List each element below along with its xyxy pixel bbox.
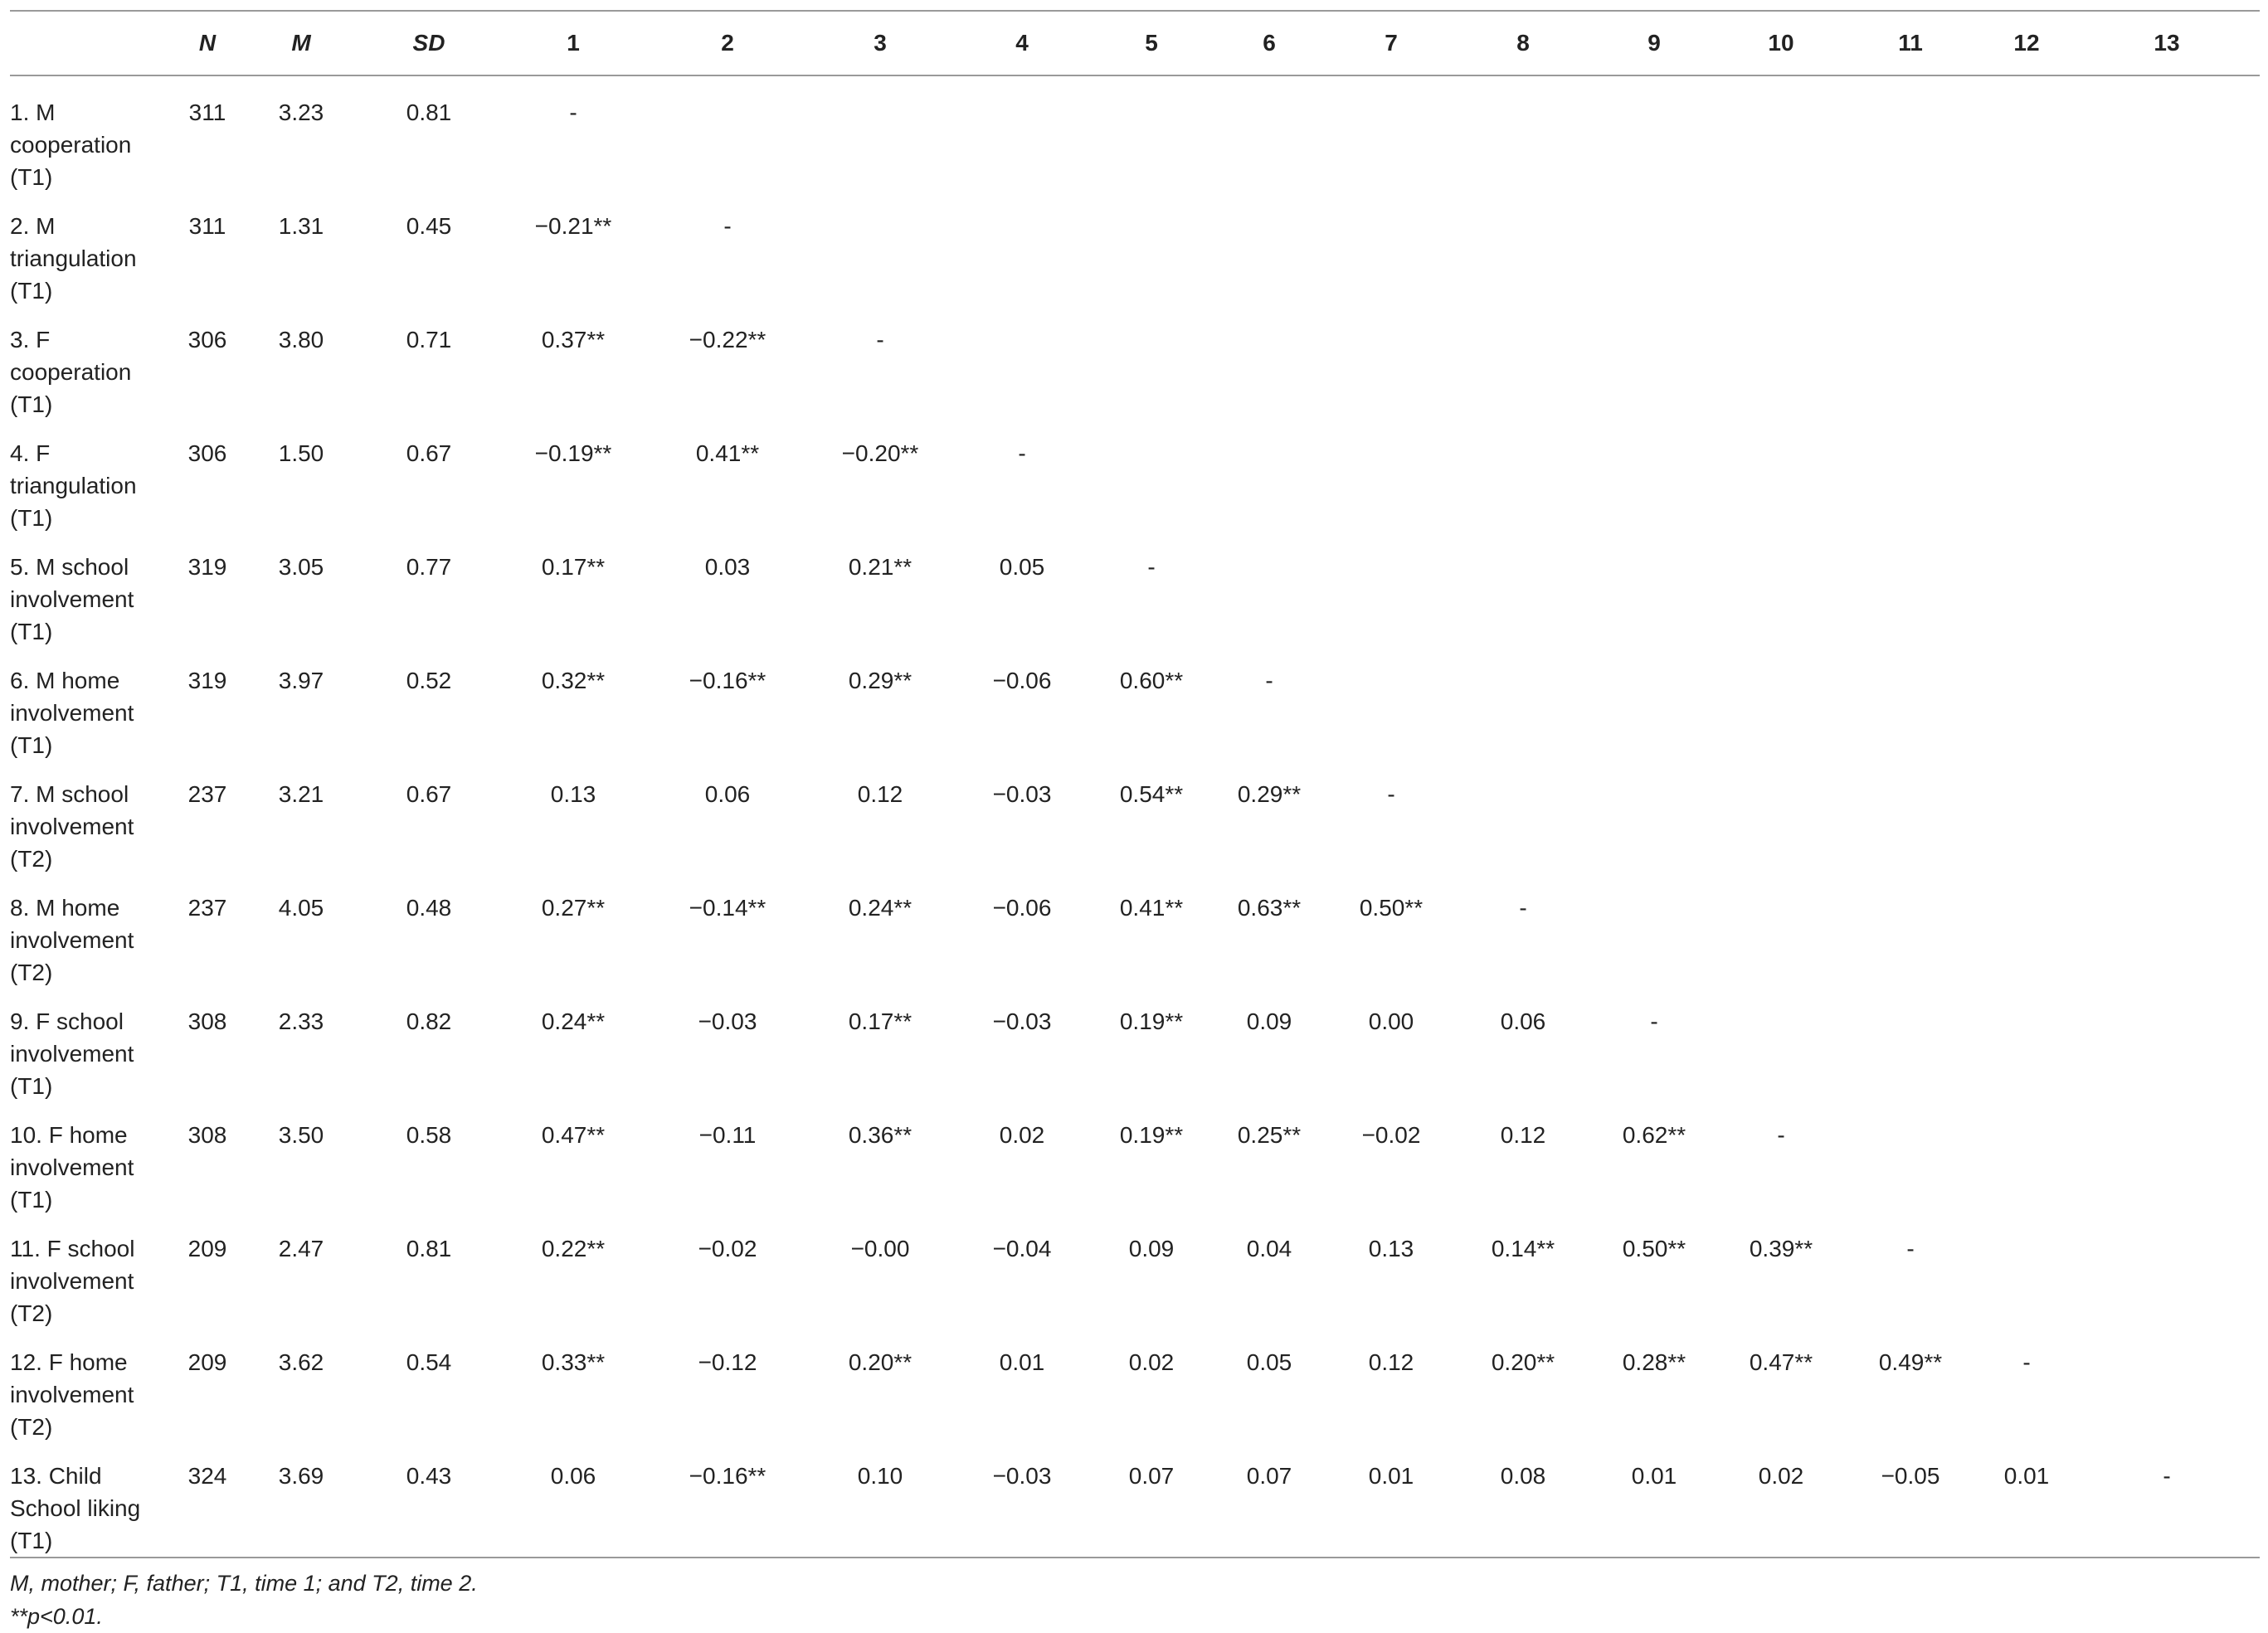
table-cell: −0.11 <box>698 1122 757 1148</box>
table-cell: 0.14** <box>1491 1236 1555 1261</box>
table-cell <box>1458 420 1588 534</box>
table-row <box>10 420 2260 534</box>
table-cell: 0.27** <box>541 895 606 921</box>
table-cell <box>1979 307 2074 420</box>
table-cell <box>2074 1329 2260 1443</box>
table-cell <box>1324 648 1458 761</box>
table-cell: 0.29** <box>1237 781 1302 807</box>
table-cell <box>1979 761 2074 875</box>
table-cell: - <box>1147 554 1156 580</box>
table-cell: 3.05 <box>278 554 324 580</box>
header-cell-sd: SD <box>412 30 445 56</box>
table-cell <box>1458 75 1588 193</box>
table-cell <box>1842 75 1979 193</box>
table-cell: 324 <box>187 1463 227 1489</box>
table-cell <box>1720 75 1842 193</box>
table-cell: 0.47** <box>1749 1349 1813 1375</box>
row-label: 10. F home involvement (T1) <box>10 1122 134 1213</box>
table-cell: 2.33 <box>278 1008 324 1034</box>
table-cell: 1.31 <box>278 213 324 239</box>
table-cell: −0.16** <box>689 1463 767 1489</box>
table-cell <box>1842 648 1979 761</box>
table-cell <box>1842 420 1979 534</box>
table-cell: 0.19** <box>1119 1122 1184 1148</box>
table-cell: −0.04 <box>992 1236 1052 1261</box>
table-cell: 0.29** <box>848 668 913 693</box>
table-cell <box>1842 534 1979 648</box>
row-label: 7. M school involvement (T2) <box>10 781 134 872</box>
table-cell: 0.10 <box>857 1463 903 1489</box>
table-cell: 3.21 <box>278 781 324 807</box>
table-cell: 0.05 <box>1246 1349 1292 1375</box>
table-cell <box>1214 307 1324 420</box>
table-cell <box>1324 534 1458 648</box>
table-cell <box>1088 193 1214 307</box>
table-cell: 0.81 <box>406 1236 452 1261</box>
table-cell <box>2074 420 2260 534</box>
table-cell: −0.22** <box>689 327 767 352</box>
table-cell <box>2074 1102 2260 1216</box>
table-row <box>10 75 2260 193</box>
header-cell-13: 13 <box>2154 30 2180 56</box>
table-cell <box>956 307 1088 420</box>
table-cell <box>650 75 805 193</box>
table-cell <box>1458 761 1588 875</box>
table-cell <box>2074 989 2260 1102</box>
table-cell <box>1979 1102 2074 1216</box>
table-cell: - <box>2022 1349 2031 1375</box>
table-cell: 0.01 <box>1368 1463 1414 1489</box>
table-cell <box>1979 648 2074 761</box>
table-row <box>10 648 2260 761</box>
table-cell <box>1214 193 1324 307</box>
table-cell: 0.24** <box>541 1008 606 1034</box>
table-cell: −0.06 <box>992 668 1052 693</box>
table-cell: - <box>1265 668 1273 693</box>
table-cell: - <box>1906 1236 1915 1261</box>
table-cell <box>1979 193 2074 307</box>
table-cell: −0.03 <box>698 1008 757 1034</box>
table-cell <box>805 193 956 307</box>
table-cell: 0.25** <box>1237 1122 1302 1148</box>
table-cell: 0.24** <box>848 895 913 921</box>
table-cell: - <box>569 100 577 125</box>
table-cell <box>2074 1216 2260 1329</box>
row-label: 12. F home involvement (T2) <box>10 1349 134 1440</box>
table-cell: 0.62** <box>1622 1122 1686 1148</box>
table-cell <box>1088 307 1214 420</box>
header-cell-1: 1 <box>567 30 580 56</box>
row-label: 4. F triangulation (T1) <box>10 440 137 531</box>
table-cell: 0.19** <box>1119 1008 1184 1034</box>
table-cell <box>2074 534 2260 648</box>
table-cell: 0.63** <box>1237 895 1302 921</box>
table-cell: 0.71 <box>406 327 452 352</box>
table-cell: 0.12 <box>1368 1349 1414 1375</box>
table-row <box>10 875 2260 989</box>
table-cell: −0.02 <box>698 1236 757 1261</box>
table-cell: 0.07 <box>1246 1463 1292 1489</box>
table-cell <box>1458 193 1588 307</box>
table-cell <box>1088 420 1214 534</box>
table-cell: - <box>1387 781 1395 807</box>
table-cell: −0.00 <box>850 1236 910 1261</box>
table-cell: 237 <box>187 781 227 807</box>
table-cell: 0.52 <box>406 668 452 693</box>
table-cell: 0.01 <box>1631 1463 1677 1489</box>
header-cell-12: 12 <box>2013 30 2040 56</box>
table-cell: 0.77 <box>406 554 452 580</box>
table-cell: 319 <box>187 554 227 580</box>
table-cell: 0.20** <box>1491 1349 1555 1375</box>
table-cell <box>1324 75 1458 193</box>
table-cell: −0.06 <box>992 895 1052 921</box>
table-cell <box>1588 875 1720 989</box>
table-cell <box>1458 534 1588 648</box>
table-cell <box>1214 420 1324 534</box>
header-cell-11: 11 <box>1898 30 1923 56</box>
header-cell-m: M <box>291 30 311 56</box>
table-cell: 306 <box>187 440 227 466</box>
table-cell: 306 <box>187 327 227 352</box>
table-cell <box>1720 534 1842 648</box>
table-cell <box>805 75 956 193</box>
table-header-row <box>10 11 2260 75</box>
row-label: 11. F school involvement (T2) <box>10 1236 135 1326</box>
table-cell: 0.47** <box>541 1122 606 1148</box>
table-cell: - <box>1777 1122 1785 1148</box>
table-cell: 0.67 <box>406 781 452 807</box>
table-row <box>10 1102 2260 1216</box>
table-row <box>10 307 2260 420</box>
table-cell <box>1720 193 1842 307</box>
table-cell: −0.16** <box>689 668 767 693</box>
table-cell <box>1720 989 1842 1102</box>
row-label: 8. M home involvement (T2) <box>10 895 134 985</box>
header-cell-8: 8 <box>1516 30 1530 56</box>
table-cell: 0.45 <box>406 213 452 239</box>
table-cell: 0.60** <box>1119 668 1184 693</box>
table-cell: 311 <box>188 100 226 125</box>
table-cell <box>2074 307 2260 420</box>
table-cell: 0.48 <box>406 895 452 921</box>
abbreviations-note: M, mother; F, father; T1, time 1; and T2, time 2. <box>10 1571 478 1596</box>
table-cell <box>1979 989 2074 1102</box>
table-cell: 0.07 <box>1128 1463 1175 1489</box>
table-cell <box>1588 420 1720 534</box>
table-cell <box>1842 875 1979 989</box>
header-cell-3: 3 <box>874 30 887 56</box>
table-cell: 0.43 <box>406 1463 452 1489</box>
table-cell: 308 <box>187 1122 227 1148</box>
table-cell <box>1324 420 1458 534</box>
table-cell: 3.69 <box>278 1463 324 1489</box>
table-cell: 0.33** <box>541 1349 606 1375</box>
table-cell: 1.50 <box>278 440 324 466</box>
table-cell: −0.19** <box>534 440 612 466</box>
table-cell <box>1979 75 2074 193</box>
table-cell: 0.09 <box>1246 1008 1292 1034</box>
table-cell: 0.08 <box>1500 1463 1546 1489</box>
table-cell <box>1842 761 1979 875</box>
header-cell-7: 7 <box>1385 30 1398 56</box>
table-cell <box>1842 1102 1979 1216</box>
table-cell: 0.21** <box>848 554 913 580</box>
table-cell: 209 <box>187 1349 227 1375</box>
table-cell: 0.39** <box>1749 1236 1813 1261</box>
table-cell: −0.02 <box>1361 1122 1421 1148</box>
table-cell: - <box>1018 440 1026 466</box>
table-cell: 237 <box>187 895 227 921</box>
table-cell <box>1842 307 1979 420</box>
table-cell <box>1720 761 1842 875</box>
significance-note: **p<0.01. <box>10 1604 103 1629</box>
table-row <box>10 1216 2260 1329</box>
table-cell <box>2074 875 2260 989</box>
header-cell-5: 5 <box>1145 30 1158 56</box>
table-row <box>10 989 2260 1102</box>
table-cell: 0.12 <box>857 781 903 807</box>
header-cell-n: N <box>198 30 217 56</box>
table-cell: 319 <box>187 668 227 693</box>
table-cell <box>2074 75 2260 193</box>
header-cell-6: 6 <box>1263 30 1276 56</box>
table-cell: 0.41** <box>1119 895 1184 921</box>
table-cell: 0.32** <box>541 668 606 693</box>
row-label: 6. M home involvement (T1) <box>10 668 134 758</box>
correlation-table <box>10 10 2260 1558</box>
table-cell: 3.62 <box>278 1349 324 1375</box>
table-cell: −0.03 <box>992 1008 1052 1034</box>
table-cell: 0.36** <box>848 1122 913 1148</box>
table-cell: 2.47 <box>278 1236 324 1261</box>
table-cell <box>1588 307 1720 420</box>
table-cell <box>1588 534 1720 648</box>
table-cell <box>1842 193 1979 307</box>
table-cell <box>1458 648 1588 761</box>
table-cell <box>1720 307 1842 420</box>
table-cell: 0.50** <box>1622 1236 1686 1261</box>
table-cell <box>1588 193 1720 307</box>
row-label: 3. F cooperation (T1) <box>10 327 132 417</box>
correlation-table-figure <box>10 10 2260 1633</box>
table-cell: 0.20** <box>848 1349 913 1375</box>
table-cell <box>956 75 1088 193</box>
table-cell <box>2074 648 2260 761</box>
table-cell: 0.02 <box>1128 1349 1175 1375</box>
row-label: 5. M school involvement (T1) <box>10 554 134 644</box>
table-cell <box>1842 989 1979 1102</box>
table-cell <box>1588 75 1720 193</box>
table-cell: 0.13 <box>1368 1236 1414 1261</box>
table-cell: 0.06 <box>550 1463 596 1489</box>
table-cell: 0.02 <box>999 1122 1045 1148</box>
table-row <box>10 1329 2260 1443</box>
table-cell: - <box>876 327 884 352</box>
table-cell: 3.80 <box>278 327 324 352</box>
table-cell: - <box>2163 1463 2171 1489</box>
row-label: 1. M cooperation (T1) <box>10 100 132 190</box>
table-cell <box>1720 648 1842 761</box>
table-cell: −0.03 <box>992 1463 1052 1489</box>
table-cell <box>956 193 1088 307</box>
table-cell: 3.23 <box>278 100 324 125</box>
row-label: 2. M triangulation (T1) <box>10 213 137 304</box>
table-cell: 308 <box>187 1008 227 1034</box>
table-cell <box>1588 761 1720 875</box>
table-cell <box>1720 420 1842 534</box>
table-cell: 0.67 <box>406 440 452 466</box>
table-cell <box>1214 534 1324 648</box>
table-cell: - <box>1650 1008 1658 1034</box>
table-row <box>10 1443 2260 1558</box>
table-cell <box>1214 75 1324 193</box>
table-cell: 0.02 <box>1758 1463 1804 1489</box>
header-cell-10: 10 <box>1768 30 1794 56</box>
table-row <box>10 193 2260 307</box>
table-cell: 0.82 <box>406 1008 452 1034</box>
table-cell: - <box>1519 895 1527 921</box>
table-cell <box>1979 534 2074 648</box>
table-cell: 0.01 <box>2003 1463 2050 1489</box>
header-cell-2: 2 <box>721 30 734 56</box>
table-cell <box>1088 75 1214 193</box>
table-cell: 0.06 <box>1500 1008 1546 1034</box>
table-cell: 0.28** <box>1622 1349 1686 1375</box>
table-cell: 3.50 <box>278 1122 324 1148</box>
table-cell: 0.13 <box>550 781 596 807</box>
table-cell <box>1324 193 1458 307</box>
table-cell: 0.22** <box>541 1236 606 1261</box>
table-cell: −0.20** <box>841 440 919 466</box>
table-cell: 0.06 <box>704 781 751 807</box>
table-cell: 0.81 <box>406 100 452 125</box>
table-cell: 4.05 <box>278 895 324 921</box>
table-cell: 0.54 <box>406 1349 452 1375</box>
table-cell <box>1324 307 1458 420</box>
table-body <box>10 75 2260 1558</box>
table-cell: 0.54** <box>1119 781 1184 807</box>
table-cell: 0.03 <box>704 554 751 580</box>
table-cell: −0.21** <box>534 213 612 239</box>
table-cell: −0.03 <box>992 781 1052 807</box>
table-cell <box>1720 875 1842 989</box>
table-cell: 0.37** <box>541 327 606 352</box>
table-cell: −0.12 <box>698 1349 757 1375</box>
table-cell: −0.05 <box>1881 1463 1940 1489</box>
table-cell: 0.49** <box>1878 1349 1943 1375</box>
table-cell <box>2074 193 2260 307</box>
table-notes <box>10 1567 2260 1633</box>
table-cell: 0.41** <box>695 440 760 466</box>
table-cell <box>1588 648 1720 761</box>
table-cell: 0.50** <box>1359 895 1424 921</box>
table-cell <box>2074 761 2260 875</box>
table-cell <box>1979 420 2074 534</box>
table-cell: 0.05 <box>999 554 1045 580</box>
row-label: 9. F school involvement (T1) <box>10 1008 134 1099</box>
table-cell: 311 <box>188 213 226 239</box>
table-cell <box>1979 1216 2074 1329</box>
table-cell: −0.14** <box>689 895 767 921</box>
header-cell-9: 9 <box>1647 30 1661 56</box>
table-cell: 3.97 <box>278 668 324 693</box>
table-cell: 0.17** <box>848 1008 913 1034</box>
table-cell: - <box>723 213 732 239</box>
table-cell: 0.09 <box>1128 1236 1175 1261</box>
table-cell: 0.12 <box>1500 1122 1546 1148</box>
table-cell: 0.17** <box>541 554 606 580</box>
table-row <box>10 534 2260 648</box>
table-cell: 0.01 <box>999 1349 1045 1375</box>
table-row <box>10 761 2260 875</box>
row-label: 13. Child School liking (T1) <box>10 1463 141 1553</box>
table-cell <box>1458 307 1588 420</box>
table-cell: 209 <box>187 1236 227 1261</box>
header-cell-label <box>10 11 174 75</box>
table-cell: 0.00 <box>1368 1008 1414 1034</box>
table-cell <box>1979 875 2074 989</box>
table-cell: 0.04 <box>1246 1236 1292 1261</box>
header-cell-4: 4 <box>1015 30 1029 56</box>
table-cell: 0.58 <box>406 1122 452 1148</box>
